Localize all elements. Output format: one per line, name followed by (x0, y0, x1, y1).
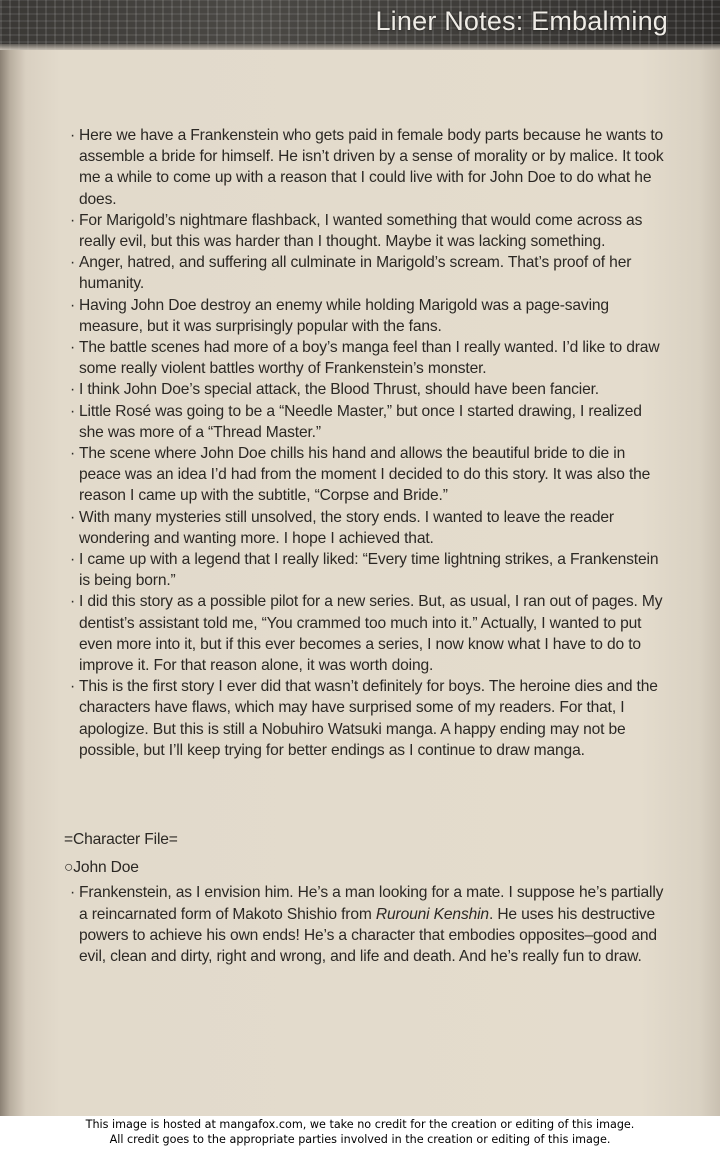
liner-note-text: Here we have a Frankenstein who gets paid in female body parts because he wants to assemble a bride for himself. He isn’t driven by a sense of morality or by malice. It took me a while to come up with a reason that I could live with for John Doe to do what he does. (79, 127, 664, 208)
liner-note-text: With many mysteries still unsolved, the story ends. I wanted to leave the reader wondering and wanting more. I hope I achieved that. (79, 508, 614, 547)
liner-note-text: For Marigold’s nightmare flashback, I wanted something that would come across as really evil, but this was harder than I thought. Maybe it was lacking something. (79, 211, 643, 251)
liner-notes-list (70, 125, 670, 761)
bullet-mark: · (70, 381, 76, 399)
liner-note (70, 337, 670, 379)
liner-note-text: Having John Doe destroy an enemy while holding Marigold was a page-saving measure, but it was surprisingly popular with the fans. (79, 296, 609, 335)
bullet-mark: · (70, 296, 76, 314)
character-file-section (64, 829, 674, 967)
liner-note (70, 443, 670, 507)
header-band (0, 0, 720, 50)
character-description-text: Frankenstein, as I envision him. He’s a man looking for a mate. I suppose he’s partially a reincarnated form of Makoto Shishio from (79, 884, 664, 923)
bullet-mark: · (70, 339, 76, 357)
liner-note-text: I did this story as a possible pilot for a new series. But, as usual, I ran out of pages. My dentist’s assistant told me, “You crammed too much into it.” Actually, I wanted to put even more into it, but if this ever becomes a series, I now know what I have to do to improve it. For that reason alone, it was worth doing. (79, 593, 663, 675)
liner-note-text: The battle scenes had more of a boy’s manga feel than I really wanted. I’d like to draw some really violent battles worthy of Frankenstein’s monster. (79, 339, 660, 378)
character-description (70, 882, 674, 967)
bullet-mark: · (70, 678, 76, 696)
liner-note-text: The scene where John Doe chills his hand and allows the beautiful bride to die in peace was an idea I’d had from the moment I decided to do this story. It was also the reason I came up with the subtitle, “Corpse and Bride.” (79, 445, 651, 505)
liner-note (70, 591, 670, 676)
liner-note (70, 676, 670, 761)
liner-note (70, 549, 670, 591)
liner-note-text: Anger, hatred, and suffering all culminate in Marigold’s scream. That’s proof of her humanity. (79, 254, 632, 293)
liner-note-text: I came up with a legend that I really liked: “Every time lightning strikes, a Frankenstein is being born.” (79, 551, 659, 590)
character-description-text: . He uses his destructive powers to achieve his own ends! He’s a character that embodies opposites–good and evil, clean and dirty, right and wrong, and life and death. And he’s really fun to draw. (79, 905, 657, 966)
liner-note (70, 507, 670, 549)
bullet-mark: · (70, 445, 76, 463)
liner-note (70, 379, 670, 400)
liner-note (70, 210, 670, 252)
liner-note (70, 401, 670, 443)
bullet-mark: · (70, 127, 76, 144)
character-name: ○John Doe (64, 859, 139, 877)
bullet-mark: · (70, 211, 76, 229)
page-title: Liner Notes: Embalming (375, 6, 668, 36)
bullet-mark: · (70, 593, 76, 611)
bullet-mark: · (70, 884, 76, 902)
liner-note (70, 295, 670, 337)
series-title: Rurouni Kenshin (375, 905, 489, 923)
disclaimer-line: This image is hosted at mangafox.com, we take no credit for the creation or editing of this image. (85, 1118, 635, 1131)
disclaimer-line: All credit goes to the appropriate parties involved in the creation or editing of this image. (109, 1133, 611, 1146)
liner-note-text: This is the first story I ever did that wasn’t definitely for boys. The heroine dies and the characters have flaws, which may have surprised some of my readers. For that, I apologize. But this is still a Nobuhiro Watsuki manga. A happy ending may not be possible, but I’ll keep trying for better endings as I continue to draw manga. (79, 678, 658, 759)
character-file-heading: =Character File= (64, 831, 178, 848)
bullet-mark: · (70, 508, 76, 526)
liner-note-text: Little Rosé was going to be a “Needle Master,” but once I started drawing, I realized she was more of a “Thread Master.” (79, 402, 642, 441)
liner-note (70, 252, 670, 294)
bullet-mark: · (70, 551, 76, 569)
liner-note (70, 125, 670, 210)
hosting-disclaimer (0, 1117, 720, 1152)
bullet-mark: · (70, 402, 76, 420)
liner-note-text: I think John Doe’s special attack, the Blood Thrust, should have been fancier. (79, 381, 599, 399)
bullet-mark: · (70, 254, 76, 272)
